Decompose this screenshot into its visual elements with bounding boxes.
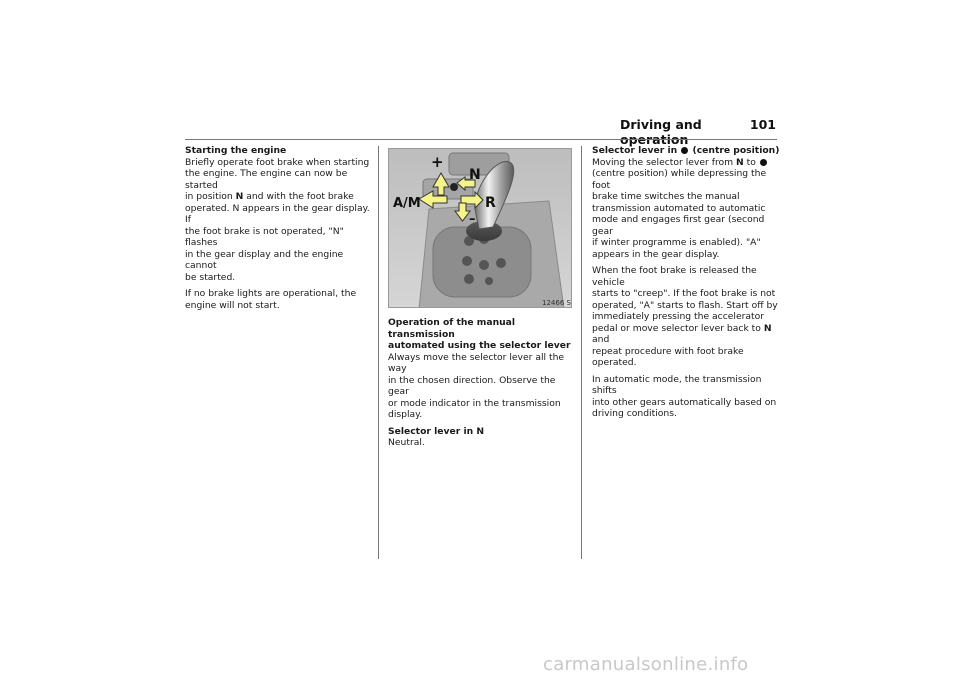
right-column <box>592 145 782 425</box>
left-column <box>185 145 375 316</box>
header-rule <box>185 139 777 140</box>
plus-label: + <box>431 153 444 171</box>
page-header <box>620 117 776 147</box>
column-divider-1 <box>378 146 379 559</box>
manual-operation-paragraph: Always move the selector lever all the way in the chosen direction. Observe the gear or mode indicator in the transmission display. <box>388 351 565 420</box>
middle-column <box>388 317 576 454</box>
starting-engine-heading: Starting the engine <box>185 145 287 156</box>
centre-dot-icon <box>760 159 767 166</box>
centre-dot-icon <box>450 183 458 191</box>
column-divider-2 <box>581 146 582 559</box>
console-button-4 <box>479 260 489 270</box>
console-button-5 <box>496 258 506 268</box>
centre-position-paragraph: Moving the selector lever from N to (centre position) while depressing the foot brake time switches the manual transmission automated to automatic mode and engages first gear (second gear if winter programme is enabled). "A" appears in the gear display. <box>592 156 767 260</box>
console-button-3 <box>462 256 472 266</box>
page-number: 101 <box>749 117 776 132</box>
section-title: Driving and operation <box>620 117 702 147</box>
watermark: carmanualsonline.info <box>543 654 749 675</box>
centre-position-heading: Selector lever in (centre position) <box>592 145 780 156</box>
creep-paragraph: When the foot brake is released the vehicle starts to "creep". If the foot brake is not operated, "A" starts to flash. Start off by immediately pressing the accelerator pedal or move selector lever back to N and repeat procedure with foot brake operated. <box>592 265 778 368</box>
neutral-text: Neutral. <box>388 437 425 448</box>
n-label: N <box>469 167 481 183</box>
r-label: R <box>485 195 496 211</box>
brake-lights-paragraph: If no brake lights are operational, the engine will not start. <box>185 288 357 311</box>
minus-label: – <box>469 212 476 227</box>
console-button-6 <box>464 274 474 284</box>
centre-dot-icon <box>681 147 688 154</box>
manual-operation-heading: Operation of the manual transmission automated using the selector lever <box>388 317 571 351</box>
starting-engine-paragraph: Briefly operate foot brake when starting the engine. The engine can now be started in position N and with the foot brake operated. N appears in the gear display. If the foot brake is not operated, "N" flashes in the gear display and the engine cannot be started. <box>185 156 370 283</box>
automatic-mode-paragraph: In automatic mode, the transmission shifts into other gears automatically based on driving conditions. <box>592 373 777 419</box>
selector-n-heading: Selector lever in N <box>388 425 485 437</box>
selector-lever-figure <box>388 148 572 308</box>
figure-code: 12466 S <box>542 299 571 307</box>
console-button-7 <box>485 277 493 285</box>
am-label: A/M <box>393 196 421 211</box>
